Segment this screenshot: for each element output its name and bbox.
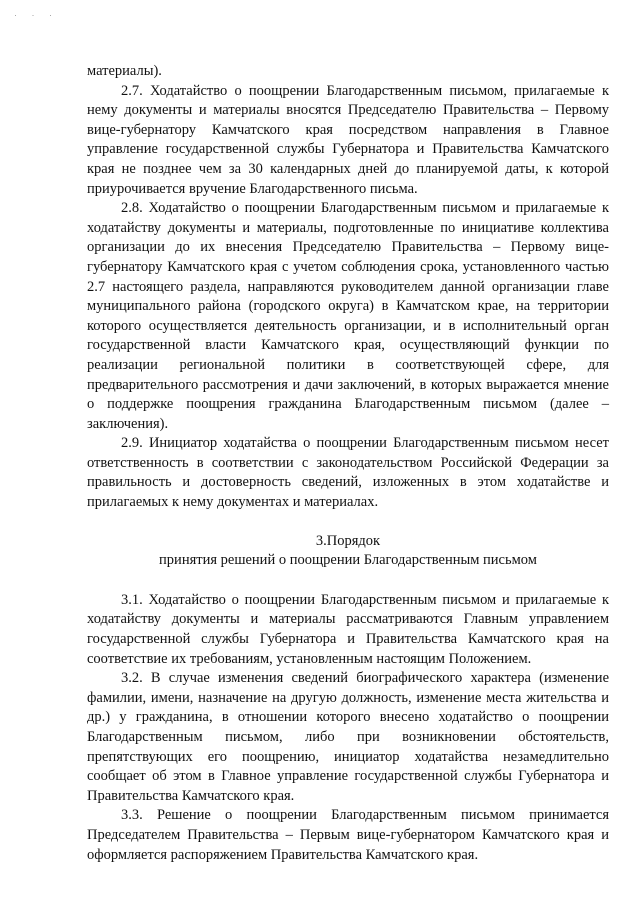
section-3-heading: 3.Порядок bbox=[315, 532, 381, 549]
document-page bbox=[87, 62, 609, 865]
paragraph-continuation: материалы). bbox=[87, 63, 162, 79]
paragraph-3-2: 3.2. В случае изменения сведений биографического характера (изменение фамилии, имени, назначение на другую должность, изменение места жительства и др.) у гражданина, в отношении которого внесено ходатайство о поощрении Благодарственным письмом, либо при возникновении обстоятельств, препятствующих его поощрению, инициатор ходатайства незамедлительно сообщает об этом в Главное управление государственной службы Губернатора и Правительства Камчатского края. bbox=[87, 670, 609, 804]
paragraph-2-8: 2.8. Ходатайство о поощрении Благодарственным письмом и прилагаемые к ходатайству документы и материалы, подготовленные по инициативе коллектива организации до их внесения Председателю Правительства – Первому вице-губернатору Камчатского края с учетом соблюдения срока, установленного частью 2.7 настоящего раздела, направляются руководителем данной организации главе муниципального района (городского округа) в Камчатском крае, на территории которого осуществляется деятельность организации, и в исполнительный орган государственной власти Камчатского края, осуществляющий функции по реализации региональной политики в соответствующей сфере, для предварительного рассмотрения и дачи заключений, в которых выражается мнение о поддержке поощрения гражданина Благодарственным письмом (далее – заключения). bbox=[87, 200, 609, 432]
section-3-subheading: принятия решений о поощрении Благодарственным письмом bbox=[159, 552, 537, 569]
paragraph-3-1: 3.1. Ходатайство о поощрении Благодарственным письмом и прилагаемые к ходатайству документы и материалы рассматриваются Главным управлением государственной службы Губернатора и Правительства Камчатского края на соответствие их требованиям, установленным настоящим Положением. bbox=[87, 591, 609, 667]
scan-corner-mark: · · · bbox=[14, 10, 58, 20]
paragraph-3-3: 3.3. Решение о поощрении Благодарственным письмом принимается Председателем Правительства – Первым вице-губернатором Камчатского края и оформляется распоряжением Правительства Камчатского края. bbox=[87, 807, 609, 863]
paragraph-2-9: 2.9. Инициатор ходатайства о поощрении Благодарственным письмом несет ответственность в соответствии с законодательством Российской Федерации за правильность и достоверность сведений, изложенных в этом ходатайстве и прилагаемых к нему документах и материалах. bbox=[87, 435, 609, 511]
paragraph-2-7: 2.7. Ходатайство о поощрении Благодарственным письмом, прилагаемые к нему документы и материалы вносятся Председателю Правительства – Первому вице-губернатору Камчатского края посредством направления в Главное управление государственной службы Губернатора и Правительства Камчатского края не позднее чем за 30 календарных дней до планируемой даты, к которой приурочивается вручение Благодарственного письма. bbox=[87, 82, 609, 197]
